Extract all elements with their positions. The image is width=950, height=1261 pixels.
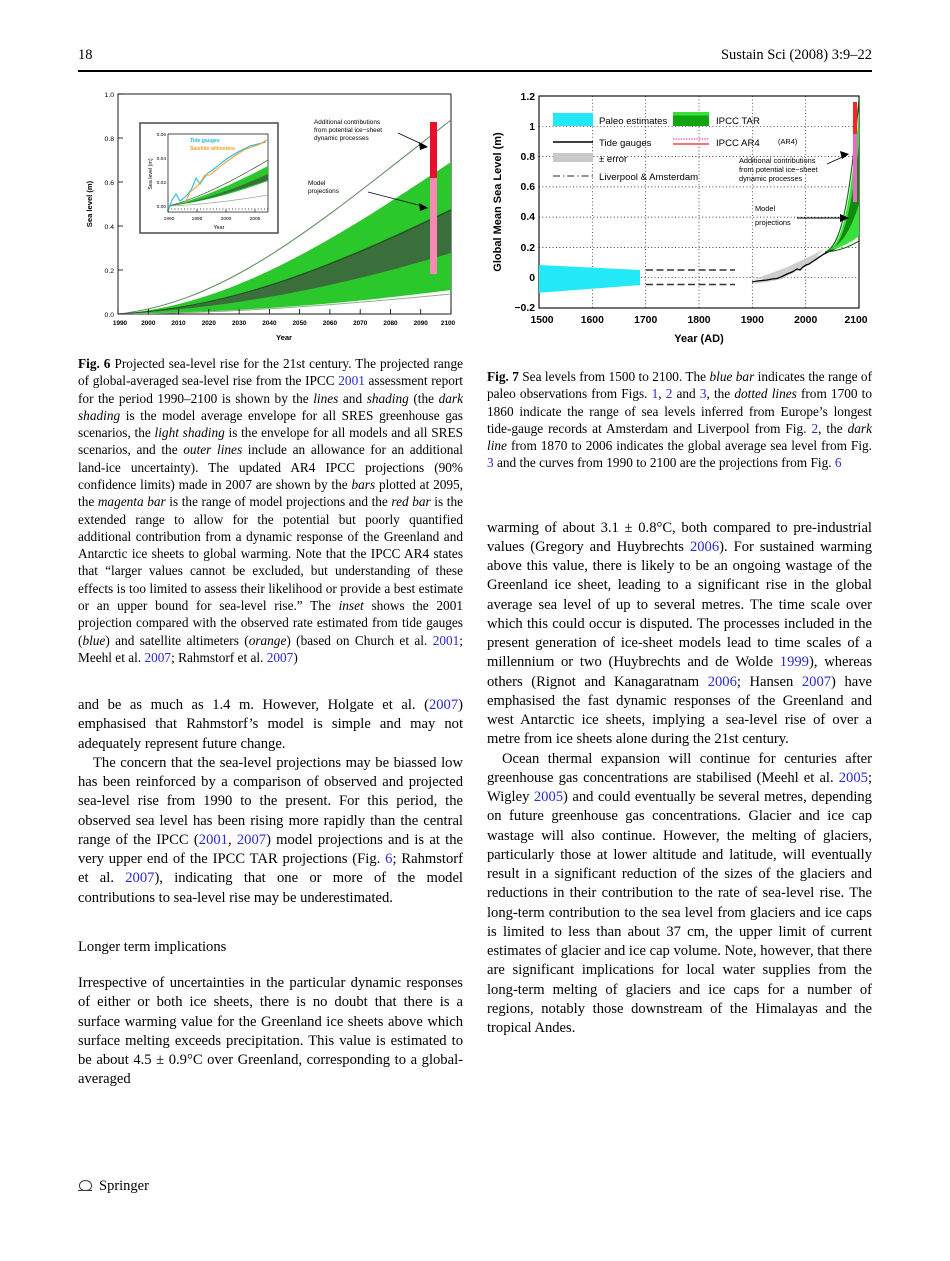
svg-text:0.04: 0.04 — [156, 157, 166, 162]
svg-text:2030: 2030 — [231, 320, 247, 327]
fig6-magenta-bar — [430, 178, 437, 274]
svg-text:0.8: 0.8 — [520, 152, 535, 163]
svg-text:2040: 2040 — [262, 320, 277, 327]
svg-text:−0.2: −0.2 — [514, 303, 535, 314]
figure-7-caption-text: Sea levels from 1500 to 2100. The blue bar indicates the range of paleo observations from Figs. 1, 2 and 3, the dotted lines from 1700 to 1860 indicate the range of sea levels inferred from Europe’s longest tide-gauge records at Amsterdam and Liverpool from Fig. 2, the dark line from 1870 to 2006 indicates the global average sea level from Fig. 3 and the curves from 1990 to 2100 are the projections from Fig. 6 — [487, 369, 873, 471]
section-heading-longer-term: Longer term implications — [78, 938, 227, 955]
page-footer — [78, 1178, 149, 1195]
svg-text:Satellite altimeters: Satellite altimeters — [190, 146, 236, 152]
svg-text:1700: 1700 — [634, 315, 658, 326]
svg-text:2000: 2000 — [220, 217, 232, 222]
svg-text:2100: 2100 — [440, 320, 456, 327]
svg-text:Sea level (m): Sea level (m) — [148, 158, 154, 190]
figure-7-caption — [487, 368, 872, 472]
svg-text:0.2: 0.2 — [520, 243, 535, 254]
figure-6-caption-text: Projected sea-level rise for the 21st century. The projected range of global-averaged sea-level rise from the IPCC 2001 assessment report for the period 1990–2100 is shown by the lines and shading (the dark shading is the model average envelope for all SRES greenhouse gas scenarios, the light shading is the envelope for all models and all SRES scenarios, and the outer lines include an allowance for an additional land-ice uncertainty). The updated AR4 IPCC projections (90% confidence limits) made in 2007 are shown by the bars plotted at 2095, the magenta bar is the range of model projections and the red bar is the extended range to allow for the potential but poorly quantified additional contribution from a dynamic response of the Greenland and Antarctic ice sheets to global warming. Note that the IPCC AR4 states that “larger values cannot be excluded, but understanding of these effects is too limited to assess their likelihood or provide a best estimate or an upper bound for sea-level rise.” The inset shows the 2001 projection compared with the observed rate estimated from tide gauges (blue) and satellite altimeters (orange) (based on Church et al. 2001; Meehl et al. 2007; Rahmstorf et al. 2007) — [78, 356, 464, 665]
svg-text:Liverpool & Amsterdam: Liverpool & Amsterdam — [599, 172, 699, 183]
svg-text:0.6: 0.6 — [520, 182, 535, 193]
svg-text:1.2: 1.2 — [520, 92, 535, 103]
figure-7-svg — [487, 84, 872, 352]
publisher-name: Springer — [99, 1178, 149, 1194]
fig7-magenta-bar — [853, 134, 857, 202]
svg-text:0.00: 0.00 — [156, 205, 166, 210]
svg-text:0.8: 0.8 — [104, 136, 114, 143]
svg-text:2070: 2070 — [353, 320, 368, 327]
fig6-red-bar — [430, 122, 437, 178]
svg-text:from potential ice−sheet: from potential ice−sheet — [739, 165, 818, 174]
figure-6-caption — [78, 355, 463, 666]
page-header — [78, 46, 872, 68]
svg-text:0: 0 — [529, 273, 535, 284]
svg-text:1600: 1600 — [580, 315, 604, 326]
svg-text:Sea level (m): Sea level (m) — [85, 180, 94, 228]
left-column-content — [78, 355, 463, 1090]
svg-text:2010: 2010 — [171, 320, 186, 327]
svg-text:1995: 1995 — [191, 217, 203, 222]
svg-text:(AR4): (AR4) — [778, 137, 798, 146]
svg-text:1.0: 1.0 — [104, 92, 114, 99]
svg-text:1900: 1900 — [740, 315, 764, 326]
svg-text:dynamic processes: dynamic processes — [314, 135, 369, 142]
svg-text:0.06: 0.06 — [156, 133, 166, 138]
svg-text:1990: 1990 — [112, 320, 128, 327]
figure-6-svg — [78, 84, 463, 346]
svg-text:1800: 1800 — [687, 315, 711, 326]
svg-text:1500: 1500 — [530, 315, 554, 326]
svg-text:1990: 1990 — [163, 217, 175, 222]
svg-text:0.2: 0.2 — [104, 268, 114, 275]
right-column-content — [487, 368, 872, 1038]
svg-text:2090: 2090 — [413, 320, 428, 327]
figure-6-inset — [140, 123, 278, 233]
svg-text:Additional contributions: Additional contributions — [314, 119, 381, 126]
paragraph-concern: The concern that the sea-level projections may be biassed low has been reinforced by a comparison of observed and projected sea-level rise from 1990 to the present. For this period, the observed sea level has been rising more rapidly than the central range of the IPCC (2001, 2007) model projections and is at the very upper end of the IPCC TAR projections (Fig. 6; Rahmstorf et al. 2007), indicating that one or more of the model contributions to sea-level rise may be underestimated. — [78, 754, 464, 906]
page-number: 18 — [78, 47, 93, 63]
svg-text:2000: 2000 — [141, 320, 156, 327]
svg-text:0.4: 0.4 — [520, 212, 535, 223]
paragraph-ocean-thermal: Ocean thermal expansion will continue for centuries after greenhouse gas concentrations are stabilised (Meehl et al. 2005; Wigley 2005) and could eventually be several metres, depending on future greenhouse gas concentrations. Glacier and ice cap wastage will also continue. However, the melting of glaciers, particularly those at lower altitude and latitude, will eventually result in a significant reduction of the sizes of the glaciers and reductions in their contribution to the rate of sea-level rise. The long-term contribution to the sea level from glaciers and ice caps is limited to less than about 37 cm, the upper limit of current estimates of glacier and ice cap volume. Note, however, that there are significant implications for local water supplies from the long-term melting of glaciers and ice caps for a number of regions, notably those downstream of the Himalayas and the tropical Andes. — [487, 750, 872, 1037]
svg-text:IPCC TAR: IPCC TAR — [716, 116, 760, 127]
svg-text:2080: 2080 — [383, 320, 398, 327]
left-body-after-heading — [78, 974, 463, 1090]
svg-text:2005: 2005 — [249, 217, 261, 222]
fig7-red-bar — [853, 102, 857, 134]
svg-text:2000: 2000 — [794, 315, 818, 326]
svg-text:projections: projections — [755, 218, 791, 227]
figure-6-chart — [78, 84, 463, 346]
svg-text:0.0: 0.0 — [104, 312, 114, 319]
svg-text:Year: Year — [275, 333, 293, 342]
svg-text:Model: Model — [755, 204, 776, 213]
journal-reference: Sustain Sci (2008) 3:9–22 — [720, 47, 872, 63]
svg-text:projections: projections — [308, 188, 339, 195]
paragraph-warming: warming of about 3.1 ± 0.8°C, both compared to pre-industrial values (Gregory and Huybrechts 2006). For sustained warming above this value, there is likely to be an ongoing wastage of the Greenland ice sheet, leading to a significant rise in the global average sea level of up to several metres. The time scale over which this could occur is disputed. The processes included in the present generation of ice-sheet models lead to time scales of a millennium or two (Huybrechts and de Wolde 1999), whereas others (Rignot and Kanagaratnam 2006; Hansen 2007) have emphasised the fast dynamic responses of the Greenland and west Antarctic ice sheets, implying a sea-level rise of over a metre from ice sheets alone during the 21st century. — [487, 519, 873, 748]
svg-text:Year: Year — [213, 225, 225, 231]
svg-text:± error: ± error — [599, 154, 628, 165]
header-rule — [78, 70, 872, 72]
svg-text:Paleo estimates: Paleo estimates — [599, 116, 668, 127]
svg-text:0.02: 0.02 — [156, 181, 166, 186]
svg-text:2050: 2050 — [292, 320, 307, 327]
svg-text:Tide gauges: Tide gauges — [599, 138, 652, 149]
svg-text:1: 1 — [529, 122, 535, 133]
left-body-paragraphs — [78, 696, 463, 908]
figure-6-label: Fig. 6 — [78, 356, 111, 371]
svg-text:0.6: 0.6 — [104, 180, 114, 187]
figure-7-chart — [487, 84, 872, 352]
svg-text:2060: 2060 — [322, 320, 338, 327]
paragraph-irrespective: Irrespective of uncertainties in the particular dynamic responses of either or both ice sheets, there is no doubt that there is a surface warming value for the Greenland ice sheets above which surface melting exceeds precipitation. This value is estimated to be about 4.5 ± 0.9°C over Greenland, corresponding to a global-averaged — [78, 975, 463, 1088]
svg-text:Global Mean Sea Level (m): Global Mean Sea Level (m) — [492, 132, 504, 272]
springer-logo-icon — [78, 1180, 93, 1194]
svg-text:Year (AD): Year (AD) — [674, 333, 724, 345]
svg-text:IPCC AR4: IPCC AR4 — [716, 138, 760, 149]
paragraph-holgate: and be as much as 1.4 m. However, Holgate et al. (2007) emphasised that Rahmstorf’s model is simple and may not adequately represent future change. — [78, 697, 463, 752]
svg-text:Model: Model — [308, 180, 326, 187]
svg-text:Additional contributions: Additional contributions — [739, 156, 816, 165]
svg-text:2100: 2100 — [844, 315, 868, 326]
svg-text:dynamic processes: dynamic processes — [739, 174, 803, 183]
svg-text:0.4: 0.4 — [104, 224, 114, 231]
figure-7-label: Fig. 7 — [487, 369, 519, 384]
svg-text:Tide gauges: Tide gauges — [190, 138, 220, 144]
svg-text:2020: 2020 — [201, 320, 216, 327]
svg-text:from potential ice−sheet: from potential ice−sheet — [314, 127, 383, 134]
right-body-paragraphs — [487, 519, 872, 1039]
